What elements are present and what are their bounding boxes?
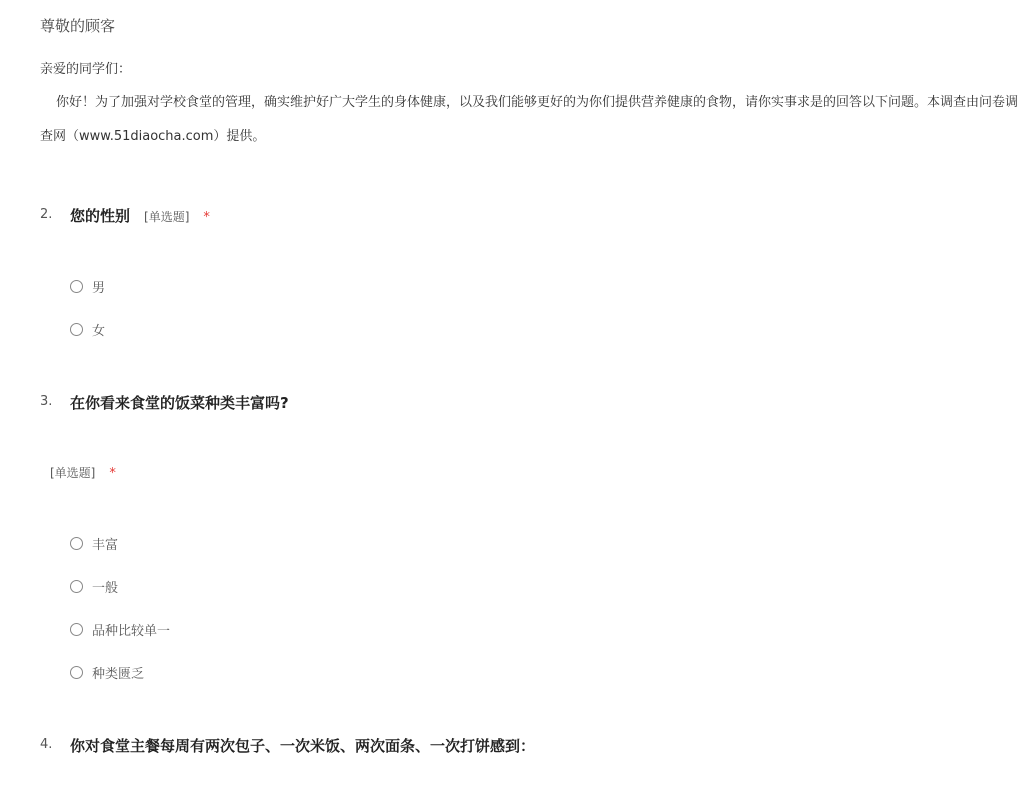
question-2-title-text: 您的性别 xyxy=(70,207,131,225)
question-3-option-scarce[interactable] xyxy=(70,663,144,682)
question-2-option-male[interactable] xyxy=(70,277,105,296)
question-2-number: 2. xyxy=(40,207,53,222)
question-3-option-rich[interactable] xyxy=(70,534,118,553)
radio-button[interactable] xyxy=(70,280,83,293)
option-label: 女 xyxy=(92,324,106,339)
option-label: 男 xyxy=(92,281,106,296)
question-3-option-monotonous[interactable] xyxy=(70,620,170,639)
intro-text-line-2: 查网（www.51diaocha.com）提供。 xyxy=(40,129,266,144)
question-3-type: [单选题] xyxy=(50,466,96,480)
option-label: 一般 xyxy=(92,581,119,596)
question-2-type: [单选题] xyxy=(144,210,190,224)
salutation-text: 亲爱的同学们： xyxy=(40,62,132,77)
question-3-required-mark: * xyxy=(109,466,116,481)
option-label: 种类匮乏 xyxy=(92,667,145,682)
intro-text-line-1: 你好！为了加强对学校食堂的管理，确实维护好广大学生的身体健康，以及我们能够更好的为你们提供营养健康的食物，请你实事求是的回答以下问题。本调查由问卷调 xyxy=(56,95,1018,110)
radio-button[interactable] xyxy=(70,323,83,336)
question-3-option-average[interactable] xyxy=(70,577,118,596)
question-3-number: 3. xyxy=(40,394,53,409)
radio-button[interactable] xyxy=(70,537,83,550)
question-4-title: 你对食堂主餐每周有两次包子、一次米饭、两次面条、一次打饼感到： xyxy=(70,737,536,755)
option-label: 丰富 xyxy=(92,538,119,553)
radio-button[interactable] xyxy=(70,580,83,593)
radio-button[interactable] xyxy=(70,666,83,679)
radio-button[interactable] xyxy=(70,623,83,636)
question-3-type-row xyxy=(50,464,116,481)
page-greeting: 尊敬的顾客 xyxy=(40,17,116,35)
question-3-title: 在你看来食堂的饭菜种类丰富吗? xyxy=(70,394,289,412)
question-2-option-female[interactable] xyxy=(70,320,105,339)
option-label: 品种比较单一 xyxy=(92,624,171,639)
question-2-title xyxy=(70,205,210,226)
question-2-required-mark: * xyxy=(203,210,210,225)
question-4-number: 4. xyxy=(40,737,53,752)
